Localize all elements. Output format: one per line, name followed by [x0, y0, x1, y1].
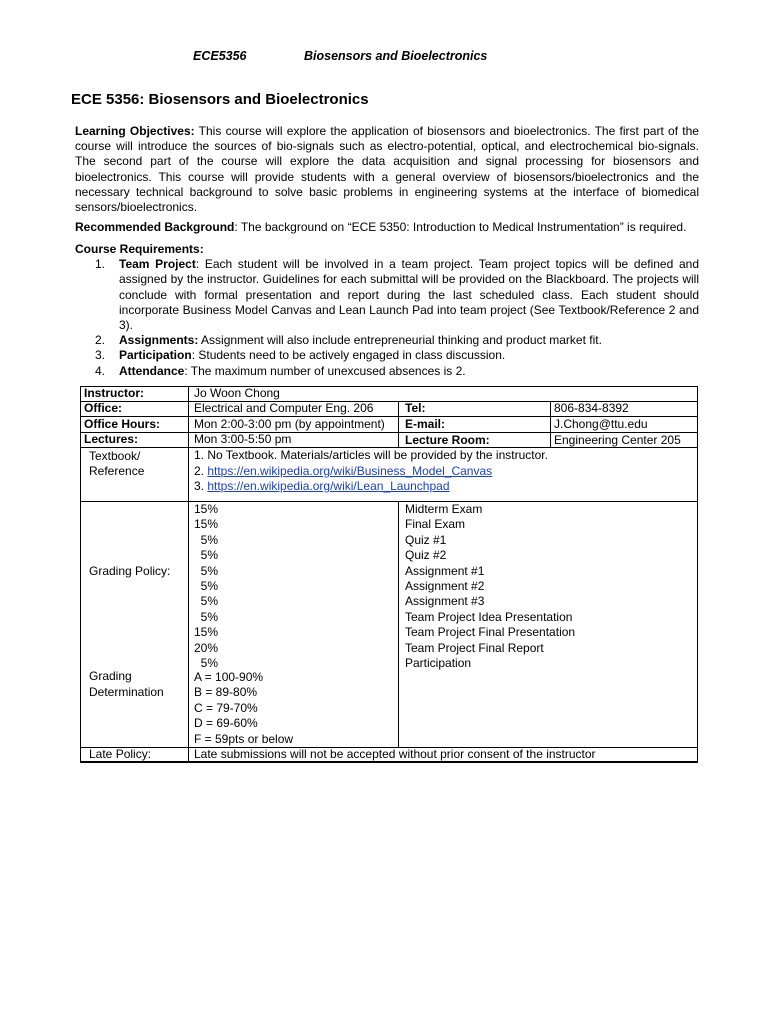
textbook-item-3 — [194, 479, 450, 494]
grading-item: Assignment #1 — [405, 563, 485, 578]
list-item-label: Team Project — [119, 257, 196, 272]
grading-percent: 5% — [194, 656, 219, 670]
tel-value: 806-834-8392 — [554, 401, 629, 415]
textbook-item-2 — [194, 464, 492, 479]
lecture-room-value: Engineering Center 205 — [554, 433, 681, 447]
course-info-table — [80, 386, 698, 762]
grade-scale-item: C = 79-70% — [194, 700, 258, 715]
textbook-item-2-number: 2. — [194, 464, 208, 478]
list-number: 2. — [95, 333, 106, 348]
lean-launchpad-link[interactable]: https://en.wikipedia.org/wiki/Lean_Launchpad — [207, 479, 450, 493]
recommended-background-text: : The background on “ECE 5350: Introduction to Medical Instrumentation” is required. — [234, 220, 687, 234]
list-item — [75, 364, 699, 379]
grading-item: Assignment #3 — [405, 594, 485, 609]
list-item-text: : The maximum number of unexcused absences is 2. — [184, 363, 466, 378]
learning-objectives-text: This course will explore the application of biosensors and bioelectronics. The first part of the course will introduce the sources of bio-signals such as electro-potential, optical, and electrochemical bio-signals. The second part of the course will explore the data acquisition and signal processing for biosensors and bioelectronics. This course will provide students with a general overview of biosensors/bioelectronics and the necessary technical background to solve basic problems in engineering systems at the interface of biomedical sensors/bioelectronics. — [75, 124, 699, 215]
tel-label: Tel: — [405, 401, 426, 415]
recommended-background-label: Recommended Background — [75, 220, 235, 234]
instructor-label: Instructor: — [84, 386, 144, 400]
header-course-code: ECE5356 — [193, 49, 247, 63]
grade-scale-item: A = 100-90% — [194, 670, 264, 684]
list-item — [75, 333, 699, 348]
course-requirements — [75, 242, 699, 379]
grading-percent: 15% — [194, 502, 219, 516]
grading-percent: 5% — [194, 532, 219, 547]
grading-item: Team Project Idea Presentation — [405, 609, 573, 624]
textbook-item-3-number: 3. — [194, 479, 208, 493]
textbook-item-1: 1. No Textbook. Materials/articles will be provided by the instructor. — [194, 448, 548, 462]
grading-percent: 20% — [194, 640, 219, 655]
requirements-list — [75, 257, 699, 379]
grade-scale-item: D = 69-60% — [194, 716, 258, 731]
grading-item: Quiz #2 — [405, 548, 447, 563]
office-label: Office: — [84, 401, 123, 415]
lectures-label: Lectures: — [84, 432, 139, 446]
recommended-background — [75, 220, 699, 235]
office-hours-label: Office Hours: — [84, 417, 161, 431]
grading-percent: 15% — [194, 625, 219, 640]
learning-objectives-label: Learning Objectives: — [75, 124, 195, 138]
learning-objectives — [75, 124, 699, 215]
grade-scale-item: B = 89-80% — [194, 685, 258, 700]
grading-item: Final Exam — [405, 517, 466, 532]
email-label: E-mail: — [405, 417, 446, 431]
instructor-value: Jo Woon Chong — [194, 386, 280, 400]
grading-determination-label-2: Determination — [89, 685, 164, 699]
reference-label: Reference — [89, 464, 145, 478]
col-divider — [188, 386, 189, 762]
late-policy-label: Late Policy: — [89, 747, 152, 761]
list-item — [75, 348, 699, 363]
list-item-label: Attendance — [119, 363, 185, 378]
col-divider — [398, 502, 399, 747]
grading-item: Participation — [405, 656, 472, 670]
grading-item: Team Project Final Report — [405, 640, 544, 655]
office-hours-value: Mon 2:00-3:00 pm (by appointment) — [194, 417, 385, 431]
header-course-name: Biosensors and Bioelectronics — [304, 49, 488, 63]
row-divider — [80, 501, 698, 502]
grading-percent: 5% — [194, 579, 219, 593]
office-value: Electrical and Computer Eng. 206 — [194, 401, 374, 415]
page-title: ECE 5356: Biosensors and Bioelectronics — [71, 91, 369, 108]
list-number: 4. — [95, 363, 106, 378]
lectures-value: Mon 3:00-5:50 pm — [194, 432, 292, 446]
grading-item: Quiz #1 — [405, 532, 447, 547]
grading-item: Assignment #2 — [405, 579, 485, 593]
list-item-text: : Students need to be actively engaged in class discussion. — [191, 348, 506, 363]
grading-percent: 15% — [194, 517, 219, 532]
col-divider — [550, 401, 551, 447]
grading-percent: 5% — [194, 609, 219, 624]
grade-scale-item: F = 59pts or below — [194, 731, 294, 746]
textbook-label: Textbook/ — [89, 449, 141, 463]
grading-policy-label: Grading Policy: — [89, 564, 171, 578]
col-divider — [398, 401, 399, 447]
list-item — [75, 257, 699, 333]
grading-percent: 5% — [194, 594, 219, 609]
list-item-label: Participation — [119, 348, 192, 363]
list-item-text: : Each student will be involved in a team project. Team project topics will be defined and assigned by the instructor. Guidelines for each submittal will be provided on the Blackboard. The projects will conclude with formal presentation and report during the last scheduled class. Each student should incorporate Business Model Canvas and Lean Launch Pad into team project (See Textbook/Reference 2 and 3). — [119, 257, 699, 333]
late-policy-value: Late submissions will not be accepted without prior consent of the instructor — [194, 747, 596, 761]
grading-determination-label-1: Grading — [89, 669, 132, 683]
email-value: J.Chong@ttu.edu — [554, 417, 648, 431]
lecture-room-label: Lecture Room: — [405, 433, 490, 447]
list-item-label: Assignments: — [119, 333, 199, 348]
list-number: 3. — [95, 348, 106, 363]
list-number: 1. — [95, 257, 106, 272]
grading-item: Team Project Final Presentation — [405, 625, 576, 640]
list-item-text: Assignment will also include entrepreneurial thinking and product market fit. — [198, 333, 602, 348]
grading-item: Midterm Exam — [405, 502, 483, 516]
grading-percent: 5% — [194, 548, 219, 563]
course-requirements-label: Course Requirements: — [75, 242, 204, 256]
business-model-canvas-link[interactable]: https://en.wikipedia.org/wiki/Business_Model_Canvas — [207, 464, 493, 478]
grading-percent: 5% — [194, 563, 219, 578]
